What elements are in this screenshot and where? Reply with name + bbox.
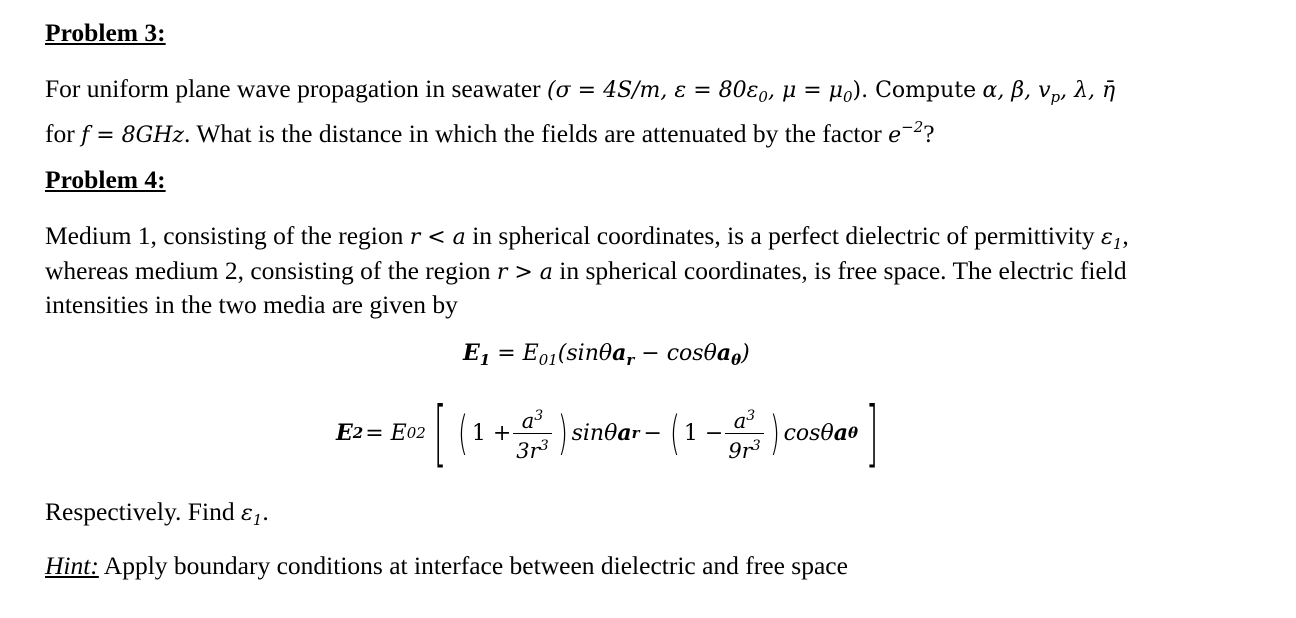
eq2-fraction-1 xyxy=(513,404,551,463)
problem-4-heading: Problem 4: xyxy=(45,165,166,194)
p3-intro-text: For uniform plane wave propagation in seawater xyxy=(45,74,541,103)
eq1-minus: − cosθ xyxy=(634,341,717,366)
p4-line1-b: in spherical coordinates, is a perfect dielectric of permittivity xyxy=(472,221,1095,250)
p4-eps-sub: 1 xyxy=(1112,235,1123,253)
eq2-e-sub: 02 xyxy=(406,424,426,442)
p3-quantities: α, β, v xyxy=(982,78,1051,103)
eq1-at: a xyxy=(716,340,732,366)
equation-e1 xyxy=(463,340,750,369)
eq2-at: a xyxy=(833,420,848,446)
eq2-paren-1-open: ( xyxy=(457,406,468,460)
p3-eps-sub: 0 xyxy=(758,88,768,106)
eq2-paren-1-close: ) xyxy=(557,406,568,460)
p3-vp-sub: p xyxy=(1050,88,1061,106)
eq2-paren-2-close: ) xyxy=(769,406,780,460)
p4-line2-b: in spherical coordinates, is free space. The electric field xyxy=(559,256,1127,285)
p4-line2-a: whereas medium 2, consisting of the region xyxy=(45,256,491,285)
problem-4-line-2 xyxy=(45,254,1127,290)
eq2-frac1-den-exp: 3 xyxy=(539,437,549,454)
eq1-at-sub: θ xyxy=(731,351,742,369)
p4-find-end: . xyxy=(262,497,269,526)
eq2-lhs-sub: 2 xyxy=(352,424,364,442)
hint-text: Apply boundary conditions at interface between dielectric and free space xyxy=(98,551,848,580)
p3-factor-exp: −2 xyxy=(901,118,924,136)
p4-find-eps-sub: 1 xyxy=(252,511,263,529)
p3-quantities-end: , λ, η̄ xyxy=(1060,78,1116,103)
eq2-fraction-2 xyxy=(725,404,763,463)
eq1-lhs: E xyxy=(463,340,480,366)
problem-3-heading: Problem 3: xyxy=(45,18,166,47)
p3-close: ). Compute xyxy=(852,78,977,103)
p4-eps: ε xyxy=(1100,225,1113,250)
p3-frequency: f = 8GHz xyxy=(81,123,185,148)
problem-3-line-1 xyxy=(45,72,1115,114)
p3-mu-sub: 0 xyxy=(842,88,853,106)
eq2-ar-sub: r xyxy=(631,424,640,442)
problem-4-hint xyxy=(45,549,848,583)
eq2-lhs: E xyxy=(336,420,353,446)
eq2-frac2-num: a xyxy=(733,408,747,433)
problem-3-line-2 xyxy=(45,110,935,153)
eq2-equals: = E xyxy=(365,420,407,446)
eq1-close: ) xyxy=(741,341,750,366)
eq1-equals: = E xyxy=(490,341,539,366)
p3-mu: , μ = μ xyxy=(767,78,843,103)
p4-line1-end: , xyxy=(1122,221,1129,250)
eq2-one-plus: 1 + xyxy=(471,420,512,446)
eq2-one-minus: 1 − xyxy=(683,420,724,446)
equation-e2 xyxy=(336,393,886,473)
eq2-paren-2-open: ( xyxy=(669,406,680,460)
eq1-ar-sub: r xyxy=(626,351,635,369)
eq2-cos: cosθ xyxy=(783,420,834,446)
problem-4-find xyxy=(45,495,269,537)
eq2-ar: a xyxy=(617,420,632,446)
eq2-frac2-den-exp: 3 xyxy=(751,437,761,454)
eq2-frac1-num: a xyxy=(521,408,535,433)
p4-find-text: Respectively. Find xyxy=(45,497,235,526)
eq2-frac1-den: 3r xyxy=(516,438,540,463)
p4-region-2: r > a xyxy=(496,260,553,285)
eq2-sin: sinθ xyxy=(571,420,618,446)
p3-factor: e xyxy=(888,123,902,148)
hint-label: Hint: xyxy=(45,551,99,580)
p3-question: . What is the distance in which the fields are attenuated by the factor xyxy=(184,119,882,148)
p3-conditions: (σ = 4S/m, ε = 80ε xyxy=(547,78,759,103)
p4-region-1: r < a xyxy=(409,225,466,250)
problem-4-line-3: intensities in the two media are given by xyxy=(45,290,458,319)
eq1-ar: a xyxy=(612,340,627,366)
eq2-frac1-num-exp: 3 xyxy=(534,407,544,424)
eq2-at-sub: θ xyxy=(847,424,858,442)
eq2-frac2-den: 9r xyxy=(728,438,752,463)
eq2-right-bracket: ] xyxy=(865,391,879,475)
eq2-left-bracket: [ xyxy=(433,391,447,475)
p3-question-mark: ? xyxy=(923,119,935,148)
eq2-frac2-num-exp: 3 xyxy=(746,407,756,424)
eq2-minus: − xyxy=(643,420,662,446)
eq1-e-sub: 01 xyxy=(538,351,558,369)
p3-for: for xyxy=(45,119,75,148)
eq1-open: (sinθ xyxy=(557,341,613,366)
p4-find-eps: ε xyxy=(240,501,253,526)
eq1-lhs-sub: 1 xyxy=(479,351,491,369)
p4-line1-a: Medium 1, consisting of the region xyxy=(45,221,404,250)
